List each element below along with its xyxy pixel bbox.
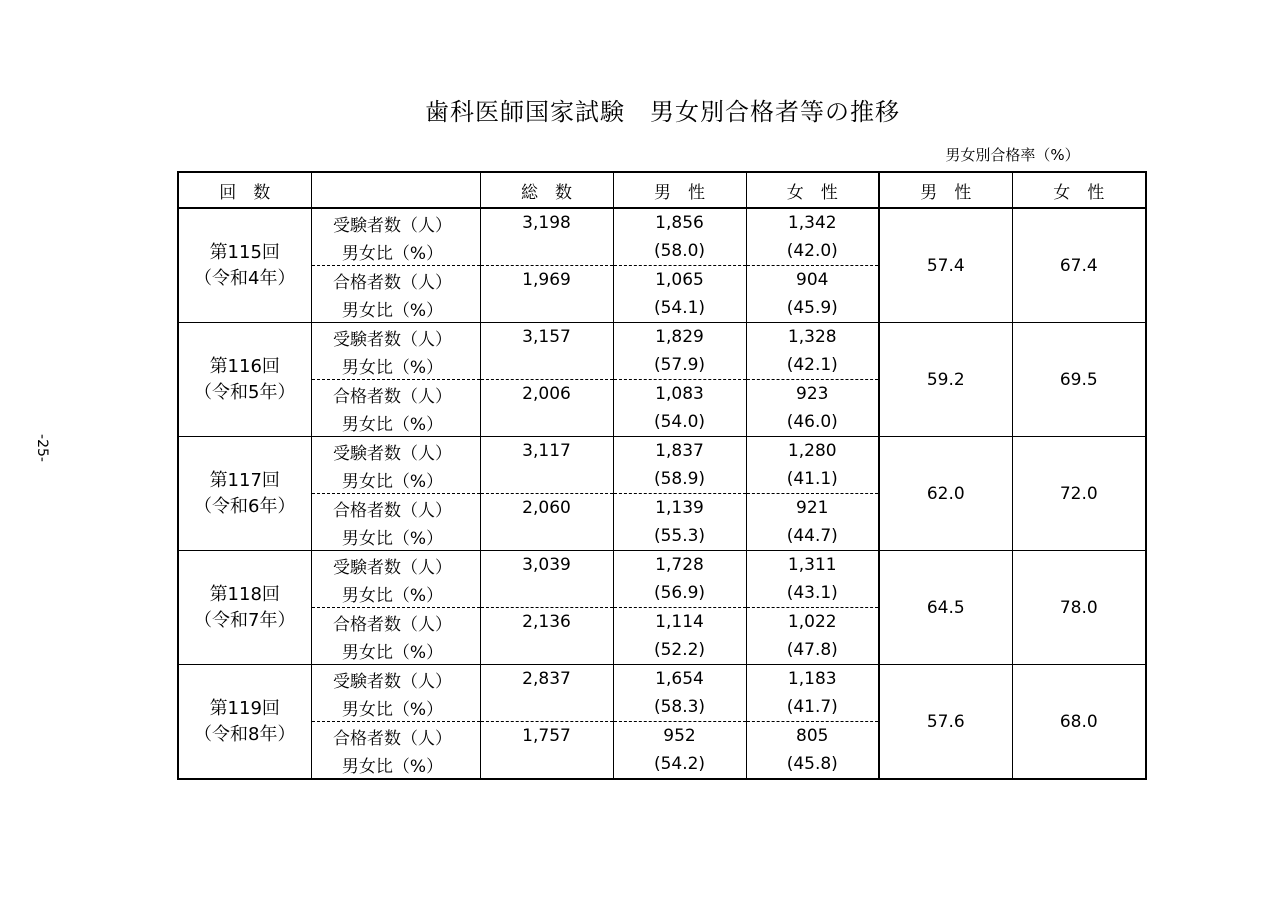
- passers-ratio-male: (52.2): [613, 636, 746, 665]
- ratio-label: 男女比（%）: [311, 693, 480, 722]
- round-header: 回 数: [178, 172, 311, 208]
- rate-male-header: 男 性: [879, 172, 1012, 208]
- examinees-total: 3,198: [480, 208, 613, 237]
- male-header: 男 性: [613, 172, 746, 208]
- passers-ratio-female: (47.8): [746, 636, 879, 665]
- passers-female: 921: [746, 494, 879, 523]
- ratio-total: [480, 408, 613, 437]
- round-label: 第118回: [209, 583, 280, 605]
- ratio-label: 男女比（%）: [311, 351, 480, 380]
- era-label: （令和6年）: [194, 495, 296, 517]
- examinees-female: 1,311: [746, 551, 879, 580]
- examinees-ratio-female: (42.1): [746, 351, 879, 380]
- ratio-label: 男女比（%）: [311, 294, 480, 323]
- round-cell: [178, 208, 311, 323]
- examinees-ratio-female: (43.1): [746, 579, 879, 608]
- passers-ratio-male: (55.3): [613, 522, 746, 551]
- table-row: [178, 323, 1146, 352]
- examinees-ratio-male: (57.9): [613, 351, 746, 380]
- passers-female: 923: [746, 380, 879, 409]
- examinees-female: 1,342: [746, 208, 879, 237]
- era-label: （令和7年）: [194, 609, 296, 631]
- passers-total: 2,006: [480, 380, 613, 409]
- passers-female: 805: [746, 722, 879, 751]
- examinees-male: 1,856: [613, 208, 746, 237]
- passers-ratio-male: (54.1): [613, 294, 746, 323]
- ratio-total: [480, 351, 613, 380]
- examinees-label: 受験者数（人）: [311, 665, 480, 694]
- table-row: [178, 665, 1146, 694]
- header-spacer: [178, 137, 879, 172]
- examinees-ratio-female: (42.0): [746, 237, 879, 266]
- passers-ratio-female: (44.7): [746, 522, 879, 551]
- examinees-ratio-female: (41.7): [746, 693, 879, 722]
- passers-ratio-female: (45.8): [746, 750, 879, 779]
- round-cell: [178, 323, 311, 437]
- rate-female: 72.0: [1012, 437, 1146, 551]
- rate-female-header: 女 性: [1012, 172, 1146, 208]
- rate-female: 68.0: [1012, 665, 1146, 780]
- page-title: 歯科医師国家試験 男女別合格者等の推移: [425, 98, 900, 126]
- examinees-total: 3,157: [480, 323, 613, 352]
- rate-female: 69.5: [1012, 323, 1146, 437]
- passers-label: 合格者数（人）: [311, 380, 480, 409]
- examinees-female: 1,328: [746, 323, 879, 352]
- passers-ratio-male: (54.0): [613, 408, 746, 437]
- passers-male: 952: [613, 722, 746, 751]
- female-header: 女 性: [746, 172, 879, 208]
- examinees-total: 3,117: [480, 437, 613, 466]
- ratio-total: [480, 294, 613, 323]
- rate-male: 59.2: [879, 323, 1012, 437]
- pass-rate-group-header: 男女別合格率（%）: [945, 145, 1080, 164]
- passers-ratio-female: (46.0): [746, 408, 879, 437]
- ratio-label: 男女比（%）: [311, 636, 480, 665]
- results-table: [177, 137, 1147, 780]
- examinees-male: 1,728: [613, 551, 746, 580]
- rate-male: 64.5: [879, 551, 1012, 665]
- examinees-label: 受験者数（人）: [311, 551, 480, 580]
- ratio-total: [480, 636, 613, 665]
- round-cell: [178, 437, 311, 551]
- examinees-total: 3,039: [480, 551, 613, 580]
- page-number: -25-: [33, 434, 50, 462]
- passers-total: 1,969: [480, 266, 613, 295]
- round-label: 第117回: [209, 469, 280, 491]
- passers-male: 1,139: [613, 494, 746, 523]
- round-label: 第115回: [209, 241, 280, 263]
- ratio-label: 男女比（%）: [311, 237, 480, 266]
- rate-female: 67.4: [1012, 208, 1146, 323]
- era-label: （令和5年）: [194, 381, 296, 403]
- passers-total: 1,757: [480, 722, 613, 751]
- examinees-ratio-male: (58.3): [613, 693, 746, 722]
- examinees-ratio-female: (41.1): [746, 465, 879, 494]
- era-label: （令和8年）: [194, 723, 296, 745]
- examinees-female: 1,183: [746, 665, 879, 694]
- round-cell: [178, 551, 311, 665]
- examinees-male: 1,837: [613, 437, 746, 466]
- passers-female: 1,022: [746, 608, 879, 637]
- examinees-male: 1,829: [613, 323, 746, 352]
- ratio-total: [480, 693, 613, 722]
- rate-male: 62.0: [879, 437, 1012, 551]
- examinees-female: 1,280: [746, 437, 879, 466]
- passers-ratio-female: (45.9): [746, 294, 879, 323]
- passers-male: 1,065: [613, 266, 746, 295]
- table-row: [178, 551, 1146, 580]
- ratio-total: [480, 579, 613, 608]
- round-cell: [178, 665, 311, 780]
- ratio-label: 男女比（%）: [311, 522, 480, 551]
- examinees-ratio-male: (58.9): [613, 465, 746, 494]
- passers-male: 1,083: [613, 380, 746, 409]
- rate-male: 57.4: [879, 208, 1012, 323]
- ratio-total: [480, 237, 613, 266]
- rate-male: 57.6: [879, 665, 1012, 780]
- passers-label: 合格者数（人）: [311, 494, 480, 523]
- ratio-total: [480, 465, 613, 494]
- passers-label: 合格者数（人）: [311, 608, 480, 637]
- ratio-label: 男女比（%）: [311, 465, 480, 494]
- examinees-total: 2,837: [480, 665, 613, 694]
- examinees-male: 1,654: [613, 665, 746, 694]
- passers-label: 合格者数（人）: [311, 266, 480, 295]
- table-row: [178, 437, 1146, 466]
- passers-ratio-male: (54.2): [613, 750, 746, 779]
- examinees-label: 受験者数（人）: [311, 323, 480, 352]
- examinees-label: 受験者数（人）: [311, 437, 480, 466]
- passers-total: 2,060: [480, 494, 613, 523]
- examinees-ratio-male: (58.0): [613, 237, 746, 266]
- examinees-ratio-male: (56.9): [613, 579, 746, 608]
- round-label: 第116回: [209, 355, 280, 377]
- era-label: （令和4年）: [194, 267, 296, 289]
- round-label: 第119回: [209, 697, 280, 719]
- ratio-label: 男女比（%）: [311, 750, 480, 779]
- passers-female: 904: [746, 266, 879, 295]
- passers-male: 1,114: [613, 608, 746, 637]
- passers-total: 2,136: [480, 608, 613, 637]
- ratio-label: 男女比（%）: [311, 408, 480, 437]
- examinees-label: 受験者数（人）: [311, 208, 480, 237]
- total-header: 総 数: [480, 172, 613, 208]
- category-header: [311, 172, 480, 208]
- passers-label: 合格者数（人）: [311, 722, 480, 751]
- ratio-label: 男女比（%）: [311, 579, 480, 608]
- rate-female: 78.0: [1012, 551, 1146, 665]
- table-row: [178, 208, 1146, 237]
- ratio-total: [480, 750, 613, 779]
- ratio-total: [480, 522, 613, 551]
